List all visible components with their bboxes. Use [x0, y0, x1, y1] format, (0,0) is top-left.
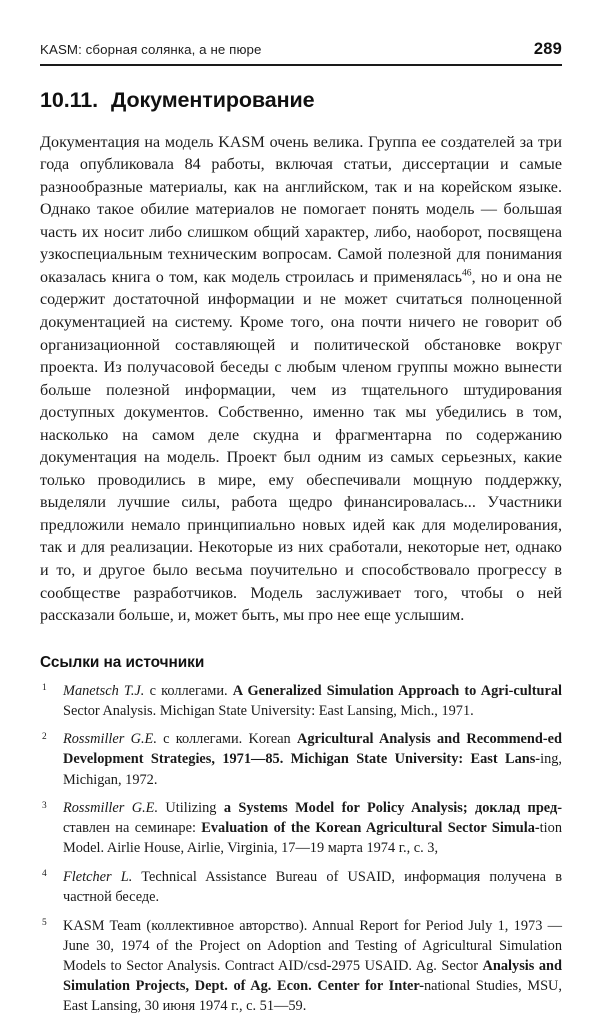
body-paragraph-tail: , но и она не содержит достаточной информации и не может считаться полноценной документацией на систему. Кроме того, она почти ничего не говорит об организационной составляющей и политической обстановке вокруг проекта. Из получасовой беседы с любым членом группы можно вынести больше полезной информации, чем из тщательного штудирования доступных документов. Собственно, именно так мы убедились в том, насколько на самом деле скудна и фрагментарна по содержанию документация на модель. Проект был одним из самых серьезных, какие только проводились в мире, ему обеспечивали мощную поддержку, выделяли лучшие силы, работа щедро финансировалась... Участники предложили немало принципиально новых идей как для моделирования, так и для реализации. Некоторые из них сработали, некоторые нет, однако и то, и другое было весьма поучительно и способствовало прогрессу в сообществе разработчиков. Модель заслуживает того, чтобы о ней рассказали больше, и, может быть, мы про нее еще услышим.	[40, 268, 562, 625]
reference-text-run-regular: KASM Team (коллективное авторство). Annual Report for Period July 1, 1973 — June 30, 1974 of the Project on Adoption and Testing of Agricultural Simulation Models to Sector Analysis. Contract AID/csd-2975 USAID. Ag. Sector	[63, 917, 562, 974]
reference-text-run-regular: Technical Assistance Bureau of USAID, информация получена в частной беседе.	[63, 868, 562, 905]
reference-text-run-italic: Manetsch T.J.	[63, 682, 145, 699]
references-heading: Ссылки на источники	[40, 653, 205, 671]
section-number: 10.11.	[40, 87, 98, 112]
reference-item	[40, 867, 562, 907]
reference-item	[40, 729, 562, 789]
references-list	[40, 681, 562, 1016]
reference-number: 4	[42, 869, 47, 880]
body-paragraph-lead: Документация на модель KASM очень велика. Группа ее создателей за три года опубликовала 84 работы, включая статьи, диссертации и самые разнообразные материалы, как на английском, так и на корейском языке. Однако такое обилие материалов не помогает понять модель — большая часть их носит либо слишком общий характер, либо, наоборот, посвящена узкоспециальным техническим вопросам. Самой полезной для понимания оказалась книга о том, как модель строилась и применялась	[40, 133, 562, 286]
page-number: 289	[533, 40, 562, 58]
reference-number: 1	[42, 683, 47, 694]
reference-number: 3	[42, 800, 47, 811]
reference-text-run-bold: Agricultural Analysis and Recommend-ed Development Strategies, 1971—85. Michigan State University: East Lans-	[63, 731, 562, 768]
reference-number: 5	[42, 918, 47, 929]
header-rule	[40, 64, 562, 66]
reference-text	[63, 729, 562, 789]
reference-text-run-regular: Sector Analysis. Michigan State University: East Lansing, Mich., 1971.	[63, 702, 474, 719]
reference-item	[40, 681, 562, 721]
reference-item	[40, 798, 562, 858]
reference-text-run-italic: Rossmiller G.E.	[63, 731, 157, 748]
reference-text-run-bold: A Generalized Simulation Approach to Agri-cultural	[232, 682, 562, 699]
reference-text-run-regular: с коллегами.	[144, 682, 233, 699]
reference-text-run-regular: ставлен на семинаре:	[63, 820, 202, 837]
reference-text	[63, 867, 562, 907]
reference-text-run-regular: ing, Michigan, 1972.	[63, 751, 562, 788]
running-header	[40, 40, 562, 63]
reference-text-run-regular: tion Model. Airlie House, Airlie, Virginia, 17—19 марта 1974 г., с. 3,	[63, 820, 562, 857]
reference-text-run-bold: Analysis and Simulation Projects, Dept. of Ag. Econ. Center for Inter-	[63, 957, 562, 994]
section-title: Документирование	[111, 87, 315, 112]
reference-text	[63, 681, 562, 721]
reference-text	[63, 916, 562, 1016]
reference-text-run-regular: с коллегами. Korean	[156, 731, 297, 748]
reference-text-run-italic: Fletcher L.	[63, 868, 133, 885]
reference-number: 2	[42, 731, 47, 742]
section-heading	[40, 88, 562, 113]
running-header-title: KASM: сборная солянка, а не пюре	[40, 42, 262, 57]
reference-text-run-regular: national Studies, MSU, East Lansing, 30 июня 1974 г., с. 51—59.	[63, 977, 562, 1014]
body-paragraph	[40, 132, 562, 628]
footnote-reference-marker: 46	[461, 267, 472, 279]
reference-text-run-bold: Evaluation of the Korean Agricultural Sector Simula-	[201, 820, 540, 837]
reference-text	[63, 798, 562, 858]
reference-item	[40, 916, 562, 1016]
reference-text-run-bold: a Systems Model for Policy Analysis; доклад пред-	[223, 800, 563, 817]
reference-text-run-regular: Utilizing	[158, 800, 224, 817]
reference-text-run-italic: Rossmiller G.E.	[63, 800, 159, 817]
